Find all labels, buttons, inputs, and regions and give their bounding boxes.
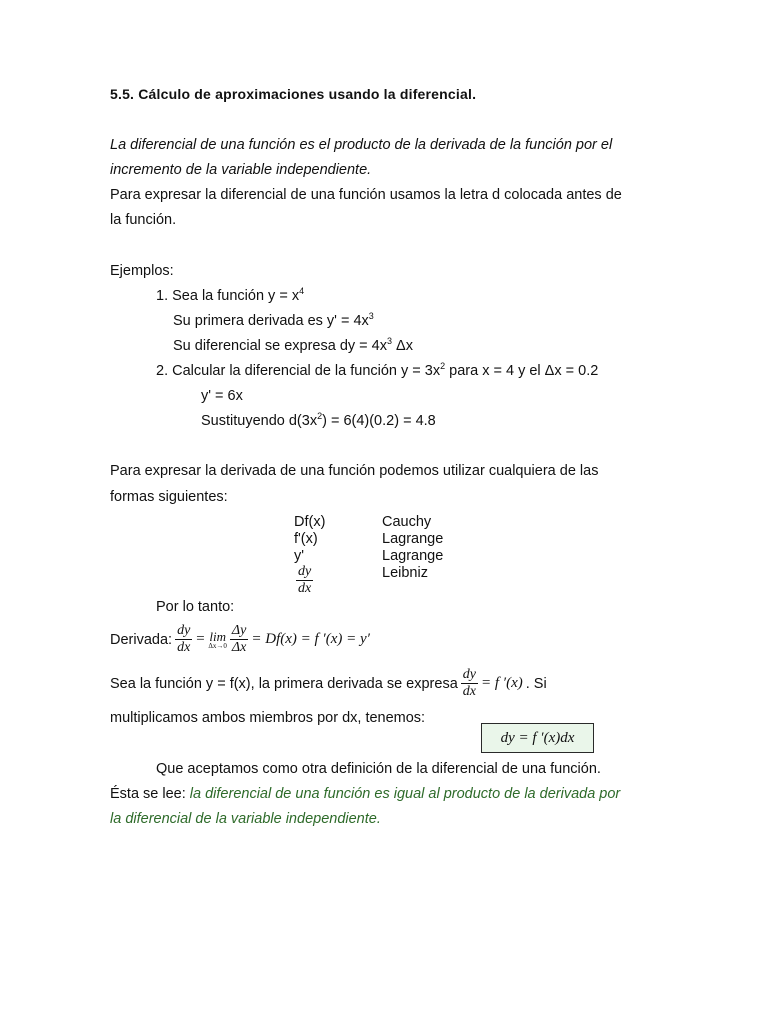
example-1-differential-post: Δx [392, 338, 413, 354]
sea-post: . Si [525, 675, 547, 692]
example-2-substitution-exponent: 2 [317, 411, 323, 421]
forms-line-1: Para expresar la derivada de una función podemos utilizar cualquiera de las [110, 463, 599, 479]
delta-y: Δy [231, 623, 247, 638]
closing-line-2-pre: Ésta se lee: [110, 786, 190, 802]
intro-line-2: incremento de la variable independiente. [110, 162, 372, 178]
delta-x: Δx [231, 640, 247, 655]
limit-subscript: Δx→0 [208, 641, 227, 650]
example-2-substitution-pre: Sustituyendo d(3x [201, 413, 318, 429]
derivative-definition [110, 624, 370, 655]
closing-line-3: la diferencial de la variable independiente. [110, 811, 381, 827]
leibniz-fraction [296, 565, 313, 596]
example-2-statement [156, 363, 598, 379]
limit-operator [208, 630, 227, 650]
sea-dx: dx [462, 684, 476, 699]
derivative-dx: dx [177, 640, 191, 655]
example-2-exponent: 2 [440, 361, 446, 371]
sea-dy: dy [462, 667, 476, 682]
notation-leibniz [296, 565, 313, 596]
notation-lagrange-1: f'(x) [294, 531, 318, 547]
therefore-label: Por lo tanto: [156, 599, 235, 615]
author-leibniz: Leibniz [382, 565, 428, 581]
example-1-differential-pre: Su diferencial se expresa dy = 4x [173, 338, 387, 354]
intro-line-1: La diferencial de una función es el producto de la derivada de la función por el [110, 137, 613, 153]
forms-line-2: formas siguientes: [110, 489, 228, 505]
notation-lagrange-2: y' [294, 548, 305, 564]
sea-equation: = f ′(x) [481, 675, 523, 691]
leibniz-numerator: dy [298, 564, 312, 579]
derivative-equivalents: = Df(x) = f ′(x) = y′ [251, 631, 370, 647]
example-1-derivative [173, 313, 374, 329]
boxed-equation: dy = f ′(x)dx [481, 723, 594, 753]
closing-line-1: Que aceptamos como otra definición de la diferencial de una función. [156, 761, 601, 777]
sea-dydx [461, 668, 478, 699]
derivative-label: Derivada: [110, 631, 173, 648]
example-2-statement-post: para x = 4 y el Δx = 0.2 [445, 363, 599, 379]
example-1-function [156, 288, 304, 304]
example-1-derivative-exponent: 3 [368, 311, 374, 321]
limit-text: lim [209, 628, 226, 644]
example-1-exponent: 4 [299, 286, 305, 296]
sea-line [110, 668, 547, 699]
equals-sign: = [195, 631, 206, 647]
example-2-derivative: y' = 6x [201, 388, 243, 404]
example-1-derivative-text: Su primera derivada es y' = 4x [173, 313, 369, 329]
example-2-substitution [201, 413, 436, 429]
closing-line-2 [110, 786, 620, 802]
closing-line-2-green: la diferencial de una función es igual al producto de la derivada por [189, 786, 621, 802]
example-1-differential [173, 338, 413, 354]
leibniz-denominator: dx [298, 581, 312, 596]
sea-line-2: multiplicamos ambos miembros por dx, tenemos: [110, 710, 426, 726]
example-2-substitution-post: ) = 6(4)(0.2) = 4.8 [322, 413, 436, 429]
author-lagrange-1: Lagrange [382, 531, 444, 547]
example-2-statement-pre: 2. Calcular la diferencial de la función y = 3x [156, 363, 441, 379]
derivative-dy: dy [177, 623, 191, 638]
example-1-function-text: 1. Sea la función y = x [156, 288, 300, 304]
intro-line-3: Para expresar la diferencial de una función usamos la letra d colocada antes de [110, 187, 622, 203]
sea-pre: Sea la función y = f(x), la primera derivada se expresa [110, 675, 458, 692]
examples-label: Ejemplos: [110, 263, 174, 279]
notation-cauchy: Df(x) [294, 514, 326, 530]
author-cauchy: Cauchy [382, 514, 432, 530]
section-heading: 5.5. Cálculo de aproximaciones usando la diferencial. [110, 86, 477, 102]
derivative-dydx [175, 624, 192, 655]
example-1-differential-exponent: 3 [387, 336, 393, 346]
delta-quotient [230, 624, 248, 655]
author-lagrange-2: Lagrange [382, 548, 444, 564]
intro-line-4: la función. [110, 212, 177, 228]
